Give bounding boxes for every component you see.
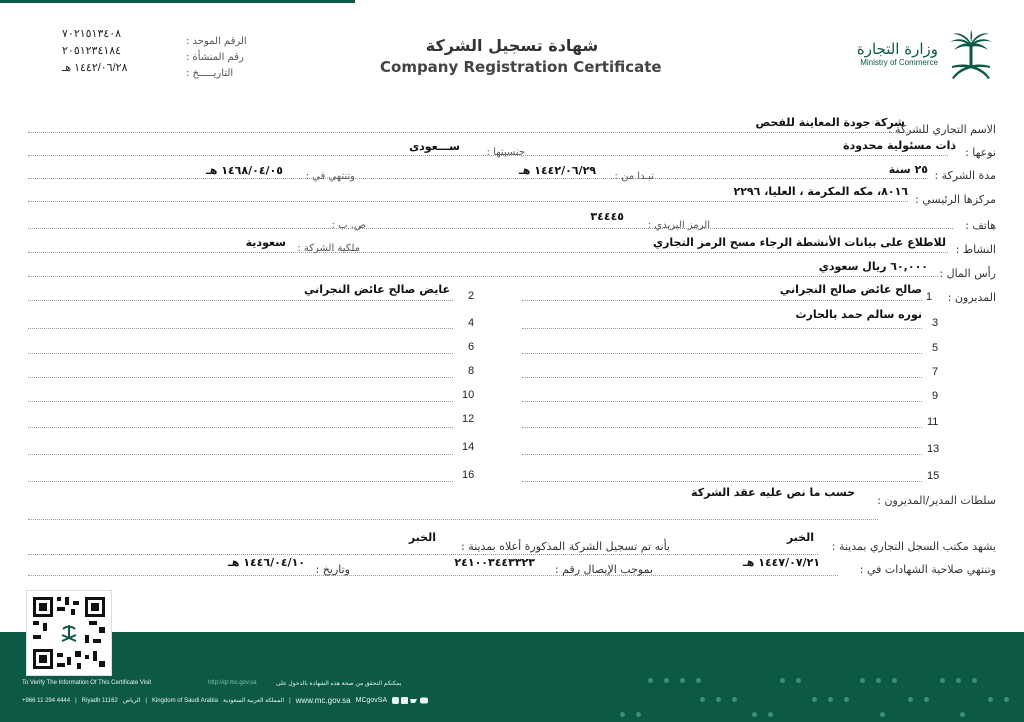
footer-city-ar: الرياض xyxy=(122,698,141,704)
verify-english: To Verify The Information Of This Certificate Visit xyxy=(22,680,152,686)
footer-phone: +966 11 294 4444 xyxy=(22,697,71,704)
managers-label: المديرون : xyxy=(947,291,996,304)
manager-name: عايض صالح عائض النجراني xyxy=(303,283,450,296)
manager-number: 3 xyxy=(932,317,939,329)
manager-number: 7 xyxy=(932,366,939,378)
activity-label: النشاط : xyxy=(955,243,996,256)
receipt-number-value: ٢٤١٠٠٣٤٤٣٣٢٣ xyxy=(454,556,535,569)
validity-value: ١٤٤٧/٠٧/٢١ هـ xyxy=(743,556,820,569)
company-name-value: شركة جودة المعاينة للفحص xyxy=(755,116,905,129)
end-date-value: ١٤٦٨/٠٤/٠٥ هـ xyxy=(206,164,283,177)
verify-arabic: يمكنكم التحقق من صحة هذه الشهادة بالدخول على xyxy=(276,681,402,687)
manager-number: 9 xyxy=(932,390,939,402)
type-label: نوعها : xyxy=(965,146,996,159)
receipt-date-value: ١٤٤٦/٠٤/١٠ هـ xyxy=(228,556,305,569)
manager-number: 11 xyxy=(927,416,939,428)
start-date-value: ١٤٤٢/٠٦/٢٩ هـ xyxy=(519,164,596,177)
date-label: التاريـــــخ : xyxy=(186,68,234,79)
instagram-icon xyxy=(392,697,399,704)
capital-label: رأس المال : xyxy=(939,267,996,280)
date-value: ١٤٤٢/٠٦/٢٨ هـ xyxy=(62,62,128,74)
registered-city-value: الخبر xyxy=(408,531,436,544)
capital-value: ٦٠,٠٠٠ ريال سعودي xyxy=(818,260,928,273)
footer-city-en: Riyadh 11162 xyxy=(81,697,118,704)
manager-number: 2 xyxy=(468,290,475,302)
receipt-date-label: وتاريخ : xyxy=(315,563,350,576)
nationality-value: ســـعودى xyxy=(409,140,460,153)
footer-country-en: Kingdom of Saudi Arabia xyxy=(151,697,218,704)
manager-number: 10 xyxy=(462,389,475,401)
unified-number-label: الرقم الموحد : xyxy=(186,36,247,47)
start-date-label: تبـدا من : xyxy=(614,171,654,182)
ministry-name-english: Ministry of Commerce xyxy=(860,58,938,67)
manager-number: 6 xyxy=(468,341,475,353)
youtube-icon xyxy=(420,698,428,704)
hq-label: مركزها الرئيسي : xyxy=(915,193,996,206)
qr-code-icon xyxy=(27,591,111,675)
ministry-name-arabic: وزارة التجارة xyxy=(856,40,938,58)
po-box-label: ص. ب : xyxy=(331,220,366,231)
certificate-title xyxy=(380,36,662,76)
ministry-logo-text xyxy=(844,40,938,67)
manager-number: 13 xyxy=(927,443,940,455)
registered-city-label: بأنه تم تسجيل الشركة المذكورة أعلاه بمدينة : xyxy=(461,540,670,553)
postal-code-label: الرمز البريدي : xyxy=(647,220,710,231)
top-accent-bar xyxy=(0,0,355,3)
manager-number: 4 xyxy=(468,317,475,329)
footer-band xyxy=(0,632,1024,722)
authority-label: سلطات المدير/المديرون : xyxy=(877,494,996,507)
receipt-number-label: بموجب الإيصال رقم : xyxy=(554,563,653,576)
end-date-label: وتنتهي في : xyxy=(305,171,355,182)
title-english: Company Registration Certificate xyxy=(380,58,662,76)
hq-value: ٨٠١٦، مكه المكرمة ، العليا، ٢٢٩٦ xyxy=(733,185,908,198)
manager-number: 12 xyxy=(462,413,475,425)
office-city-value: الخبر xyxy=(786,531,814,544)
palm-swords-emblem-icon xyxy=(946,30,996,82)
footer-contact-bar xyxy=(22,696,428,705)
authority-value: حسب ما نص عليه عقد الشركة xyxy=(691,486,855,499)
manager-number: 16 xyxy=(462,469,475,481)
title-arabic: شهادة تسجيل الشركة xyxy=(425,36,599,55)
footer-separator: | xyxy=(289,697,291,704)
social-icons xyxy=(392,697,428,704)
manager-number: 5 xyxy=(932,342,939,354)
manager-number: 15 xyxy=(927,470,940,482)
unified-number-value: ٧٠٢١٥١٣٤٠٨ xyxy=(62,28,122,40)
footer-separator: | xyxy=(145,697,147,704)
manager-name: نوره سالم حمد بالحارث xyxy=(795,308,922,321)
qr-code[interactable] xyxy=(26,590,112,676)
footer-handle: MCgovSA xyxy=(355,697,388,704)
office-city-label: يشهد مكتب السجل التجاري بمدينة : xyxy=(831,540,996,553)
manager-name: صالح عائض صالح النجراني xyxy=(779,283,922,296)
duration-value: ٢٥ سنة xyxy=(888,163,928,176)
company-name-label: الاسم التجاري للشركة : xyxy=(887,123,996,136)
footer-separator: | xyxy=(75,697,77,704)
manager-number: 14 xyxy=(462,441,475,453)
verify-url-link[interactable]: http://qr.mc.gov.sa xyxy=(208,680,257,686)
validity-label: وتنتهي صلاحية الشهادات في : xyxy=(859,563,996,576)
ownership-value: سعودية xyxy=(245,236,286,249)
facebook-icon xyxy=(401,697,408,704)
ownership-label: ملكية الشركة : xyxy=(297,243,360,254)
duration-label: مدة الشركة : xyxy=(934,169,996,182)
facility-number-value: ٢٠٥١٢٣٤١٨٤ xyxy=(62,45,122,57)
activity-value: للاطلاع على بيانات الأنشطة الرجاء مسح الرمز التجاري xyxy=(652,236,946,249)
footer-country-ar: المملكة العربية السعودية xyxy=(222,698,285,704)
twitter-icon xyxy=(410,699,417,703)
nationality-label: جنسيتها : xyxy=(486,147,525,158)
footer-website-link[interactable]: www.mc.gov.sa xyxy=(295,696,351,705)
type-value: ذات مسئولية محدودة xyxy=(843,139,956,152)
manager-number: 8 xyxy=(468,365,475,377)
manager-number: 1 xyxy=(926,291,933,303)
postal-code-value: ٣٤٤٤٥ xyxy=(590,210,624,223)
phone-label: هاتف : xyxy=(965,219,996,232)
facility-number-label: رقم المنشأة : xyxy=(186,52,244,63)
